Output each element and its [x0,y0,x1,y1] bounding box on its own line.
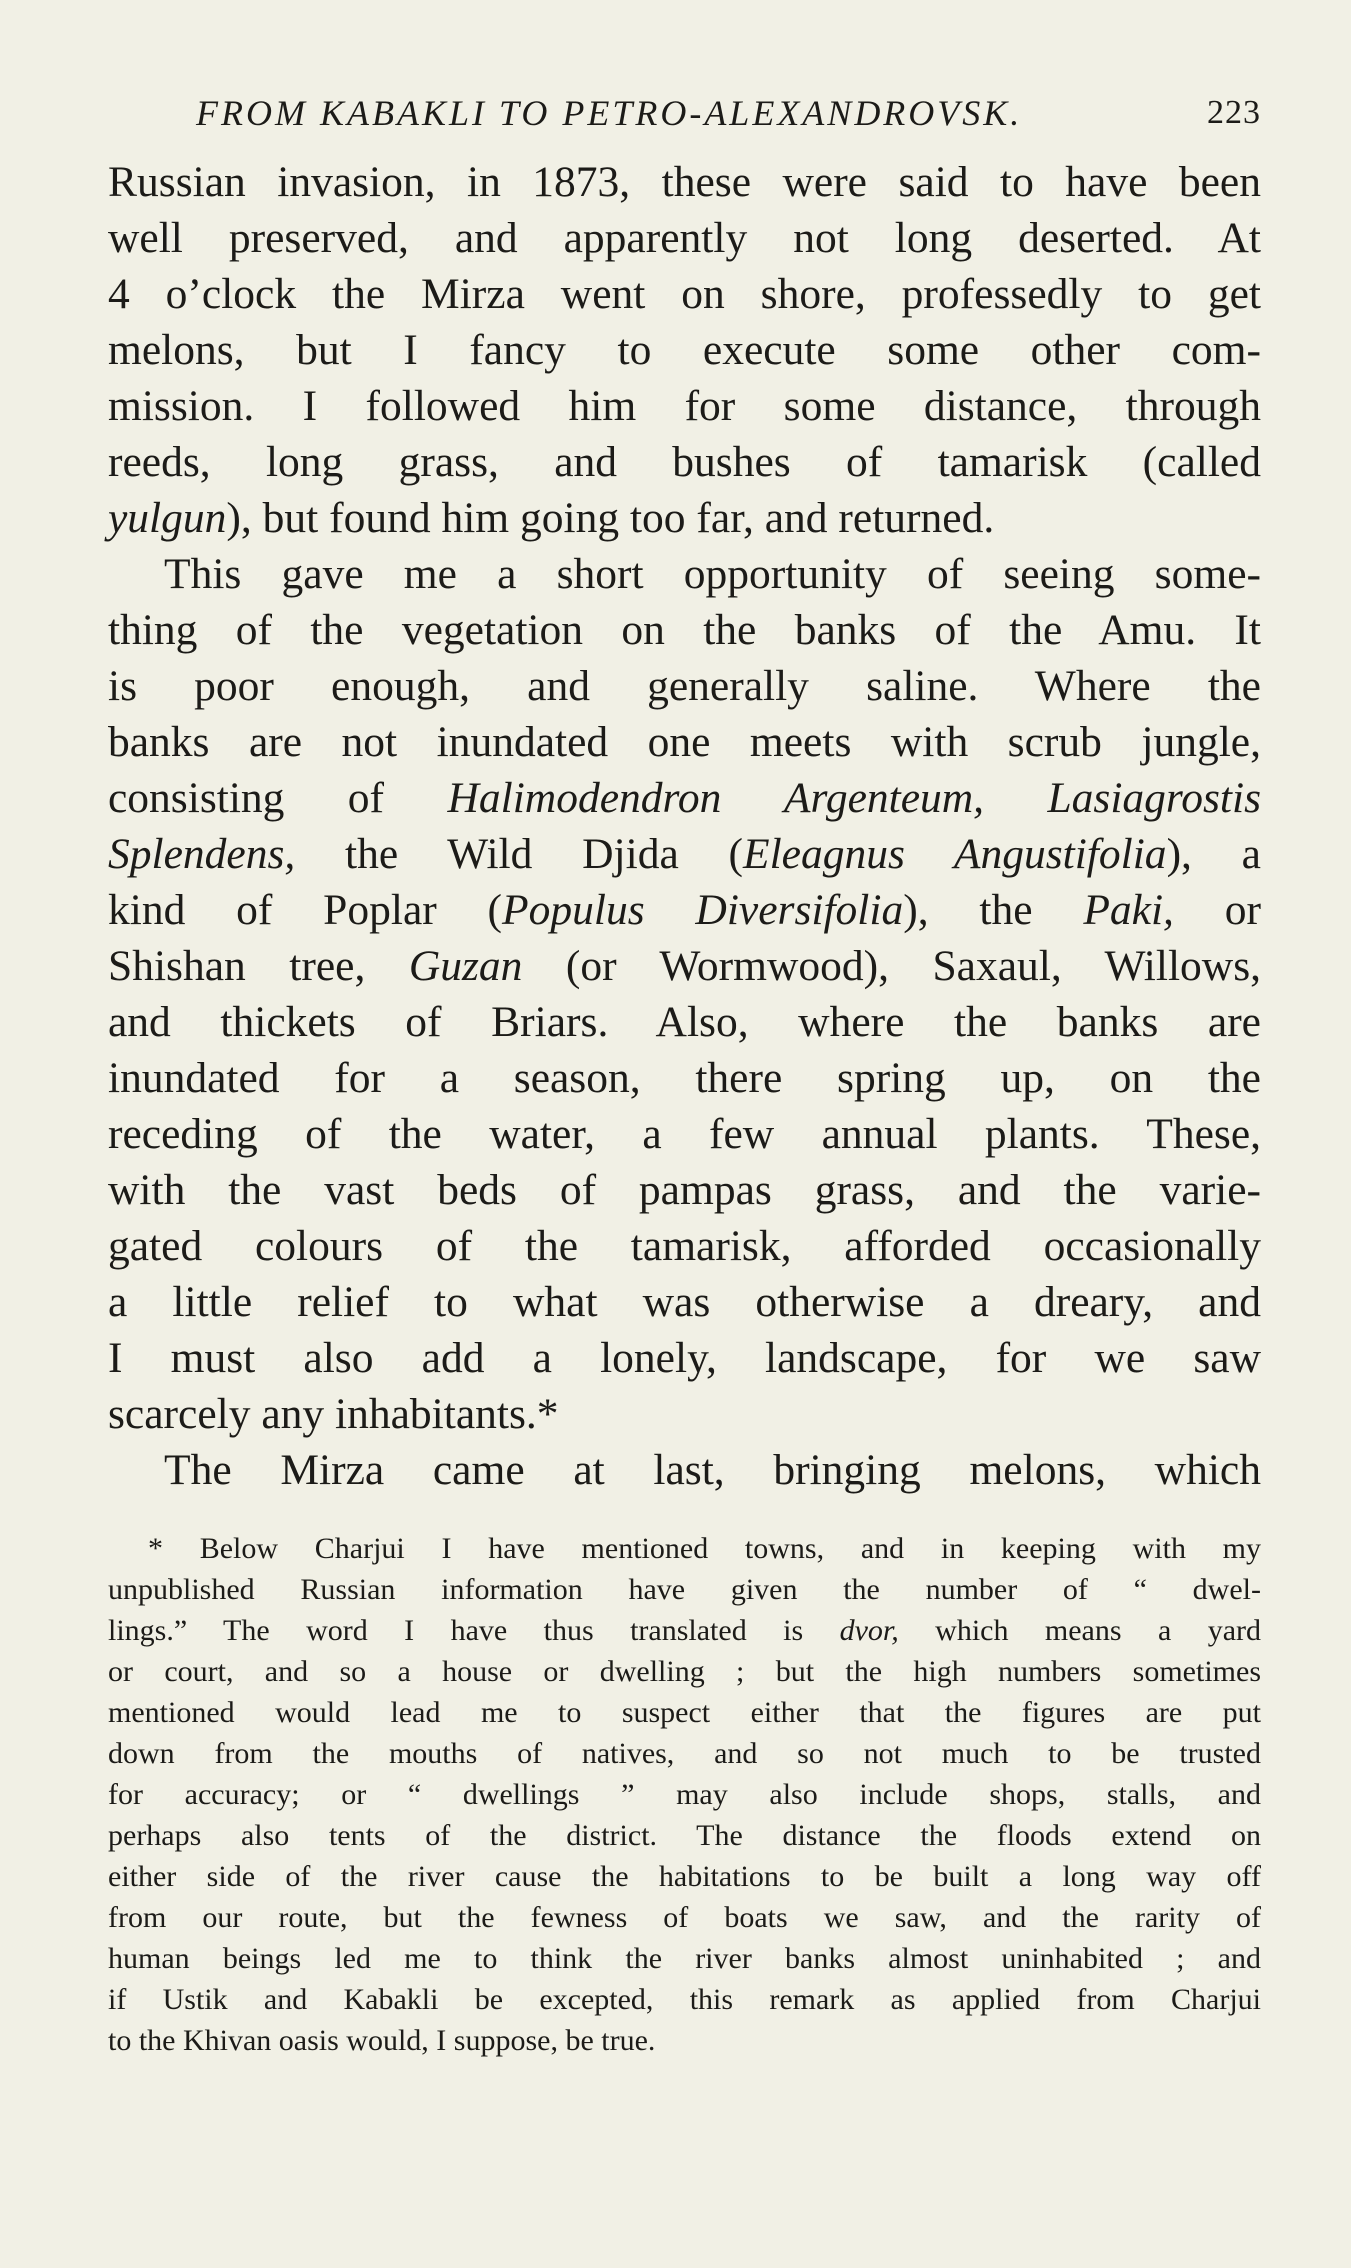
text-line [108,1106,1261,1162]
text-line [108,1442,1261,1498]
italic-text: Halimodendron Argenteum, Lasiagrostis [447,774,1261,822]
text-segment: kind of Poplar ( [108,886,503,934]
main-text [108,154,1261,1498]
text-line [108,882,1261,938]
text-segment: the Wild Djida ( [295,830,744,878]
footnote-line [108,1528,1261,1569]
text-line [108,714,1261,770]
text-line [108,210,1261,266]
italic-text: Eleagnus Angustifolia [743,830,1167,878]
text-segment: scarcely any inhabitants.* [108,1390,559,1438]
text-segment: banks are not inundated one meets with scrub jungle, [108,718,1261,766]
text-line [108,154,1261,210]
text-segment: receding of the water, a few annual plants. These, [108,1110,1261,1158]
text-segment: ), the [903,886,1084,934]
italic-text: Splendens, [108,830,296,878]
text-segment: I must also add a lonely, landscape, for we saw [108,1334,1261,1382]
text-segment: (or Wormwood), Saxaul, Willows, [522,942,1261,990]
text-segment: well preserved, and apparently not long deserted. At [108,214,1261,262]
text-segment: mentioned would lead me to suspect either that the figures are put [108,1696,1261,1729]
text-segment: which means a yard [898,1614,1262,1647]
text-line [108,378,1261,434]
text-segment: or court, and so a house or dwelling ; but the high numbers sometimes [108,1655,1261,1688]
footnote-line [108,1733,1261,1774]
text-segment: Shishan tree, [108,942,409,990]
text-segment: perhaps also tents of the district. The distance the floods extend on [108,1819,1261,1852]
text-segment: to the Khivan oasis would, I suppose, be true. [108,2024,656,2057]
text-segment: mission. I followed him for some distance, through [108,382,1261,430]
italic-text: dvor, [839,1614,899,1647]
text-segment: inundated for a season, there spring up, on the [108,1054,1261,1102]
text-segment: down from the mouths of natives, and so not much to be trusted [108,1737,1261,1770]
text-segment: ), a [1166,830,1261,878]
text-segment: 4 o’clock the Mirza went on shore, professedly to get [108,270,1261,318]
text-segment: unpublished Russian information have given the number of “ dwel- [108,1573,1261,1606]
text-segment: a little relief to what was otherwise a dreary, and [108,1278,1261,1326]
text-segment: either side of the river cause the habitations to be built a long way off [108,1860,1261,1893]
text-line [108,490,1261,546]
text-line [108,1330,1261,1386]
italic-text: yulgun [108,494,227,542]
footnote-line [108,1897,1261,1938]
text-segment: reeds, long grass, and bushes of tamarisk (called [108,438,1261,486]
text-segment: Russian invasion, in 1873, these were said to have been [108,158,1261,206]
text-segment: melons, but I fancy to execute some other com- [108,326,1261,374]
text-segment: for accuracy; or “ dwellings ” may also include shops, stalls, and [108,1778,1261,1811]
text-segment: if Ustik and Kabakli be excepted, this remark as applied from Charjui [108,1983,1261,2016]
running-head: FROM KABAKLI TO PETRO-ALEXANDROVSK. [196,93,1023,133]
footnote-line [108,1856,1261,1897]
text-line [108,1386,1261,1442]
book-page [108,88,1261,2061]
footnote [108,1528,1261,2061]
text-line [108,602,1261,658]
text-segment: is poor enough, and generally saline. Where the [108,662,1261,710]
italic-text: Paki, [1083,886,1174,934]
page-header [108,88,1261,148]
footnote-line [108,1610,1261,1651]
text-line [108,1274,1261,1330]
footnote-line [108,1569,1261,1610]
footnote-line [108,1938,1261,1979]
text-segment: with the vast beds of pampas grass, and the varie- [108,1166,1261,1214]
text-segment: consisting of [108,774,448,822]
text-line [108,1218,1261,1274]
text-line [108,770,1261,826]
text-line [108,994,1261,1050]
text-line [108,1050,1261,1106]
text-segment: human beings led me to think the river banks almost uninhabited ; and [108,1942,1261,1975]
text-segment: and thickets of Briars. Also, where the banks are [108,998,1261,1046]
footnote-line [108,1692,1261,1733]
footnote-line [108,1979,1261,2020]
page-number: 223 [1207,94,1261,131]
text-segment: This gave me a short opportunity of seeing some- [164,550,1261,598]
text-segment: * Below Charjui I have mentioned towns, and in keeping with my [148,1532,1261,1565]
footnote-line [108,2020,1261,2061]
text-segment: ), but found him going too far, and returned. [226,494,995,542]
text-line [108,434,1261,490]
text-segment: The Mirza came at last, bringing melons, which [164,1446,1261,1494]
text-segment: thing of the vegetation on the banks of the Amu. It [108,606,1261,654]
text-segment: lings.” The word I have thus translated is [108,1614,840,1647]
italic-text: Guzan [408,942,523,990]
footnote-line [108,1774,1261,1815]
text-segment: from our route, but the fewness of boats we saw, and the rarity of [108,1901,1261,1934]
text-line [108,546,1261,602]
text-line [108,826,1261,882]
text-line [108,266,1261,322]
footnote-line [108,1651,1261,1692]
text-line [108,322,1261,378]
italic-text: Populus Diversifolia [502,886,904,934]
text-line [108,1162,1261,1218]
footnote-line [108,1815,1261,1856]
text-line [108,658,1261,714]
text-line [108,938,1261,994]
text-segment: gated colours of the tamarisk, afforded occasionally [108,1222,1261,1270]
text-segment: or [1173,886,1261,934]
